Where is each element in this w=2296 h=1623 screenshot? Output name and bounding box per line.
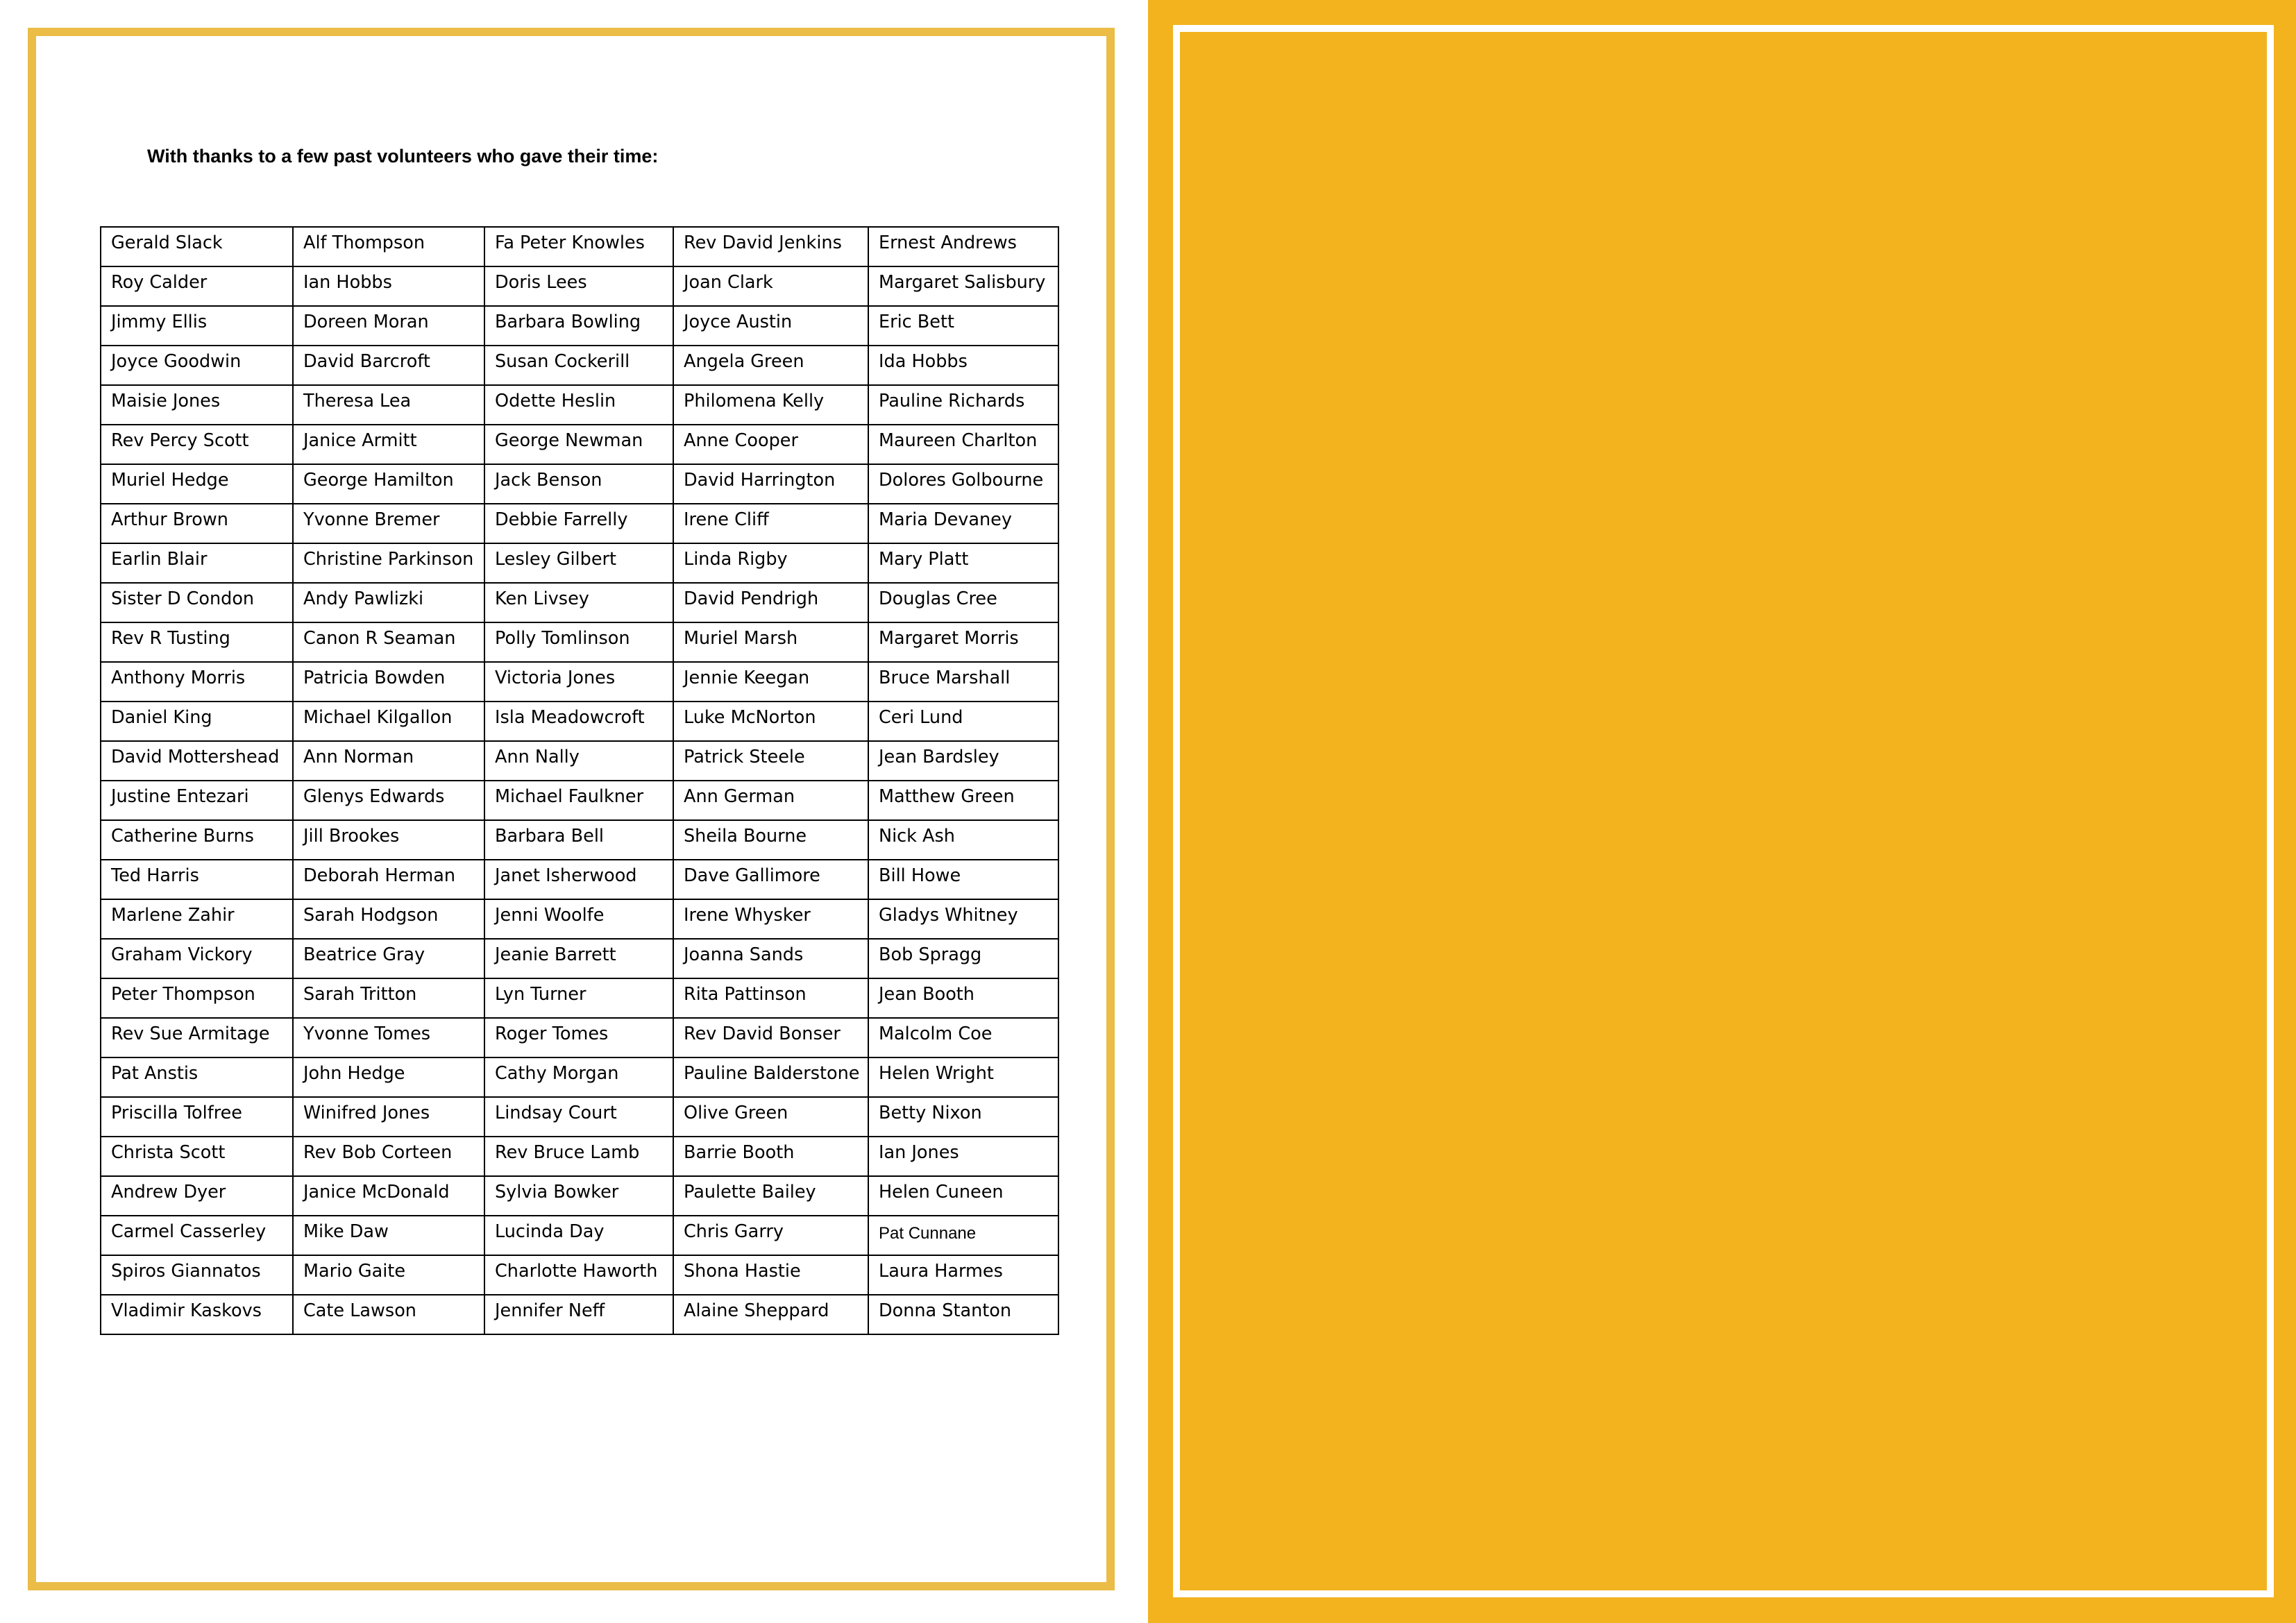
volunteer-name-cell: Cathy Morgan [484, 1057, 673, 1097]
volunteer-name-cell: Roy Calder [101, 266, 293, 306]
volunteer-name-cell: Jeanie Barrett [484, 939, 673, 978]
volunteer-name-cell: Sylvia Bowker [484, 1176, 673, 1216]
volunteer-name-cell: Pat Anstis [101, 1057, 293, 1097]
volunteer-name-cell: Donna Stanton [868, 1295, 1058, 1334]
volunteer-name-cell: Beatrice Gray [293, 939, 484, 978]
volunteer-name-cell: Olive Green [673, 1097, 868, 1137]
volunteer-name-cell: Catherine Burns [101, 820, 293, 860]
table-row [101, 1097, 1058, 1137]
volunteer-name-cell: Pat Cunnane [868, 1216, 1058, 1255]
volunteer-name-cell: Dave Gallimore [673, 860, 868, 899]
volunteer-name-cell: Andy Pawlizki [293, 583, 484, 622]
volunteer-name-cell: Ted Harris [101, 860, 293, 899]
volunteer-name-cell: Doreen Moran [293, 306, 484, 346]
volunteer-name-cell: Ida Hobbs [868, 346, 1058, 385]
volunteer-name-cell: Jenni Woolfe [484, 899, 673, 939]
volunteer-name-cell: Priscilla Tolfree [101, 1097, 293, 1137]
table-row [101, 266, 1058, 306]
volunteer-name-cell: David Mottershead [101, 741, 293, 781]
volunteer-name-cell: Jack Benson [484, 464, 673, 504]
table-row [101, 781, 1058, 820]
volunteer-name-cell: David Barcroft [293, 346, 484, 385]
volunteer-name-cell: Betty Nixon [868, 1097, 1058, 1137]
volunteer-name-cell: Sheila Bourne [673, 820, 868, 860]
volunteer-name-cell: Shona Hastie [673, 1255, 868, 1295]
volunteer-name-cell: Jean Bardsley [868, 741, 1058, 781]
volunteer-name-cell: Rita Pattinson [673, 978, 868, 1018]
volunteer-name-cell: Anthony Morris [101, 662, 293, 702]
volunteer-name-cell: Rev David Bonser [673, 1018, 868, 1057]
table-row [101, 1176, 1058, 1216]
table-row [101, 346, 1058, 385]
volunteer-name-cell: Ken Livsey [484, 583, 673, 622]
volunteer-name-cell: Chris Garry [673, 1216, 868, 1255]
table-row [101, 385, 1058, 425]
volunteer-name-cell: Muriel Marsh [673, 622, 868, 662]
volunteer-name-cell: Paulette Bailey [673, 1176, 868, 1216]
volunteer-name-cell: Ann Norman [293, 741, 484, 781]
volunteer-name-cell: Helen Wright [868, 1057, 1058, 1097]
right-page-frame [1173, 25, 2274, 1597]
volunteers-table-body [101, 227, 1058, 1334]
volunteer-name-cell: Vladimir Kaskovs [101, 1295, 293, 1334]
table-row [101, 306, 1058, 346]
volunteer-name-cell: Christine Parkinson [293, 543, 484, 583]
table-row [101, 662, 1058, 702]
volunteer-name-cell: Jennifer Neff [484, 1295, 673, 1334]
volunteer-name-cell: Mary Platt [868, 543, 1058, 583]
volunteer-name-cell: Jimmy Ellis [101, 306, 293, 346]
table-row [101, 741, 1058, 781]
volunteer-name-cell: Ian Jones [868, 1137, 1058, 1176]
volunteer-name-cell: Sister D Condon [101, 583, 293, 622]
volunteer-name-cell: Maureen Charlton [868, 425, 1058, 464]
volunteer-name-cell: Joanna Sands [673, 939, 868, 978]
volunteer-name-cell: Helen Cuneen [868, 1176, 1058, 1216]
volunteer-name-cell: Mario Gaite [293, 1255, 484, 1295]
volunteer-name-cell: Eric Bett [868, 306, 1058, 346]
volunteer-name-cell: Marlene Zahir [101, 899, 293, 939]
table-row [101, 1255, 1058, 1295]
volunteer-name-cell: Jennie Keegan [673, 662, 868, 702]
volunteer-name-cell: Ernest Andrews [868, 227, 1058, 266]
volunteer-name-cell: Muriel Hedge [101, 464, 293, 504]
table-row [101, 227, 1058, 266]
volunteer-name-cell: Daniel King [101, 702, 293, 741]
volunteer-name-cell: Patricia Bowden [293, 662, 484, 702]
volunteer-name-cell: Angela Green [673, 346, 868, 385]
volunteer-name-cell: Malcolm Coe [868, 1018, 1058, 1057]
volunteer-name-cell: Yvonne Tomes [293, 1018, 484, 1057]
volunteer-name-cell: Rev Percy Scott [101, 425, 293, 464]
volunteer-name-cell: Rev David Jenkins [673, 227, 868, 266]
volunteer-name-cell: Glenys Edwards [293, 781, 484, 820]
table-row [101, 583, 1058, 622]
volunteer-name-cell: David Harrington [673, 464, 868, 504]
volunteer-name-cell: Sarah Tritton [293, 978, 484, 1018]
volunteer-name-cell: Janice McDonald [293, 1176, 484, 1216]
volunteer-name-cell: Spiros Giannatos [101, 1255, 293, 1295]
volunteer-name-cell: Christa Scott [101, 1137, 293, 1176]
volunteers-table [100, 226, 1059, 1335]
volunteer-name-cell: Joyce Austin [673, 306, 868, 346]
volunteer-name-cell: Graham Vickory [101, 939, 293, 978]
volunteer-name-cell: Philomena Kelly [673, 385, 868, 425]
table-row [101, 1137, 1058, 1176]
volunteer-name-cell: Pauline Richards [868, 385, 1058, 425]
volunteer-name-cell: Bob Spragg [868, 939, 1058, 978]
volunteer-name-cell: Maria Devaney [868, 504, 1058, 543]
table-row [101, 1057, 1058, 1097]
volunteer-name-cell: Charlotte Haworth [484, 1255, 673, 1295]
volunteer-name-cell: Luke McNorton [673, 702, 868, 741]
volunteer-name-cell: Winifred Jones [293, 1097, 484, 1137]
table-row [101, 978, 1058, 1018]
volunteer-name-cell: Barrie Booth [673, 1137, 868, 1176]
table-row [101, 899, 1058, 939]
table-row [101, 622, 1058, 662]
volunteer-name-cell: Rev Bob Corteen [293, 1137, 484, 1176]
volunteer-name-cell: Doris Lees [484, 266, 673, 306]
volunteer-name-cell: Arthur Brown [101, 504, 293, 543]
volunteer-name-cell: Maisie Jones [101, 385, 293, 425]
volunteer-name-cell: Mike Daw [293, 1216, 484, 1255]
table-row [101, 543, 1058, 583]
volunteer-name-cell: John Hedge [293, 1057, 484, 1097]
volunteer-name-cell: Odette Heslin [484, 385, 673, 425]
volunteer-name-cell: Gerald Slack [101, 227, 293, 266]
table-row [101, 820, 1058, 860]
volunteer-name-cell: Ceri Lund [868, 702, 1058, 741]
volunteer-name-cell: Anne Cooper [673, 425, 868, 464]
volunteer-name-cell: Ann German [673, 781, 868, 820]
volunteer-name-cell: Jill Brookes [293, 820, 484, 860]
volunteer-name-cell: Debbie Farrelly [484, 504, 673, 543]
volunteer-name-cell: Barbara Bell [484, 820, 673, 860]
volunteer-name-cell: David Pendrigh [673, 583, 868, 622]
volunteer-name-cell: Isla Meadowcroft [484, 702, 673, 741]
volunteer-name-cell: Bruce Marshall [868, 662, 1058, 702]
volunteer-name-cell: Margaret Morris [868, 622, 1058, 662]
right-page [1148, 0, 2296, 1623]
volunteer-name-cell: Nick Ash [868, 820, 1058, 860]
volunteer-name-cell: Fa Peter Knowles [484, 227, 673, 266]
table-row [101, 1295, 1058, 1334]
volunteer-name-cell: Roger Tomes [484, 1018, 673, 1057]
volunteer-name-cell: Susan Cockerill [484, 346, 673, 385]
page-heading: With thanks to a few past volunteers who gave their time: [147, 146, 659, 167]
volunteer-name-cell: Janice Armitt [293, 425, 484, 464]
volunteer-name-cell: Ian Hobbs [293, 266, 484, 306]
table-row [101, 504, 1058, 543]
volunteer-name-cell: Deborah Herman [293, 860, 484, 899]
volunteer-name-cell: Lyn Turner [484, 978, 673, 1018]
volunteer-name-cell: George Hamilton [293, 464, 484, 504]
volunteer-name-cell: Victoria Jones [484, 662, 673, 702]
volunteer-name-cell: Sarah Hodgson [293, 899, 484, 939]
volunteer-name-cell: Irene Cliff [673, 504, 868, 543]
volunteer-name-cell: Cate Lawson [293, 1295, 484, 1334]
volunteer-name-cell: Gladys Whitney [868, 899, 1058, 939]
volunteer-name-cell: Matthew Green [868, 781, 1058, 820]
volunteer-name-cell: Lindsay Court [484, 1097, 673, 1137]
volunteer-name-cell: Linda Rigby [673, 543, 868, 583]
volunteer-name-cell: Janet Isherwood [484, 860, 673, 899]
volunteer-name-cell: Pauline Balderstone [673, 1057, 868, 1097]
volunteer-name-cell: Douglas Cree [868, 583, 1058, 622]
volunteer-name-cell: Yvonne Bremer [293, 504, 484, 543]
volunteer-name-cell: Michael Faulkner [484, 781, 673, 820]
volunteer-name-cell: Patrick Steele [673, 741, 868, 781]
volunteer-name-cell: Polly Tomlinson [484, 622, 673, 662]
volunteer-name-cell: Joan Clark [673, 266, 868, 306]
volunteer-name-cell: Alf Thompson [293, 227, 484, 266]
volunteer-name-cell: Earlin Blair [101, 543, 293, 583]
table-row [101, 1018, 1058, 1057]
volunteer-name-cell: Margaret Salisbury [868, 266, 1058, 306]
table-row [101, 1216, 1058, 1255]
table-row [101, 939, 1058, 978]
table-row [101, 860, 1058, 899]
volunteer-name-cell: Joyce Goodwin [101, 346, 293, 385]
volunteer-name-cell: Dolores Golbourne [868, 464, 1058, 504]
volunteer-name-cell: Rev R Tusting [101, 622, 293, 662]
volunteer-name-cell: Barbara Bowling [484, 306, 673, 346]
volunteer-name-cell: George Newman [484, 425, 673, 464]
volunteer-name-cell: Jean Booth [868, 978, 1058, 1018]
volunteer-name-cell: Rev Sue Armitage [101, 1018, 293, 1057]
volunteer-name-cell: Lesley Gilbert [484, 543, 673, 583]
table-row [101, 702, 1058, 741]
volunteer-name-cell: Justine Entezari [101, 781, 293, 820]
volunteer-name-cell: Canon R Seaman [293, 622, 484, 662]
volunteer-name-cell: Irene Whysker [673, 899, 868, 939]
volunteer-name-cell: Andrew Dyer [101, 1176, 293, 1216]
volunteer-name-cell: Alaine Sheppard [673, 1295, 868, 1334]
volunteer-name-cell: Lucinda Day [484, 1216, 673, 1255]
volunteer-name-cell: Bill Howe [868, 860, 1058, 899]
volunteer-name-cell: Rev Bruce Lamb [484, 1137, 673, 1176]
left-page [28, 28, 1115, 1590]
volunteer-name-cell: Ann Nally [484, 741, 673, 781]
volunteer-name-cell: Laura Harmes [868, 1255, 1058, 1295]
volunteer-name-cell: Michael Kilgallon [293, 702, 484, 741]
table-row [101, 425, 1058, 464]
table-row [101, 464, 1058, 504]
volunteer-name-cell: Peter Thompson [101, 978, 293, 1018]
volunteer-name-cell: Carmel Casserley [101, 1216, 293, 1255]
volunteer-name-cell: Theresa Lea [293, 385, 484, 425]
